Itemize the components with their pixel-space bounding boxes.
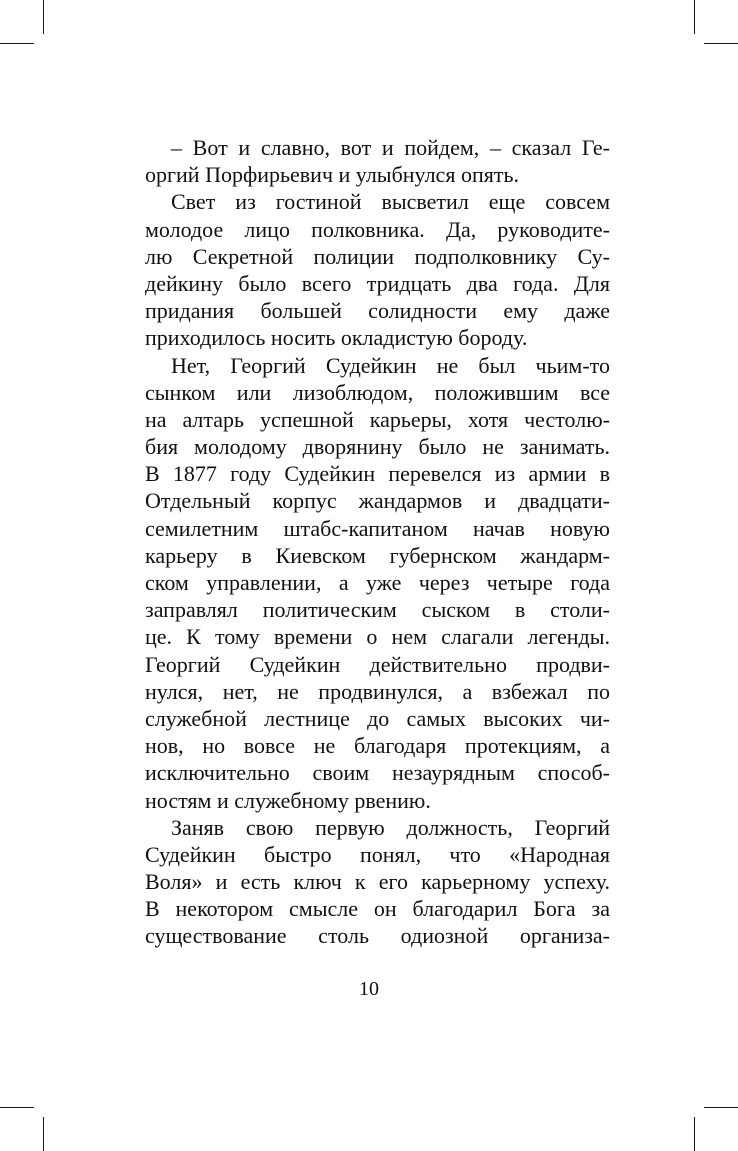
body-text xyxy=(145,134,610,950)
page-number: 10 xyxy=(359,978,379,1000)
text-line: приходилось носить окладистую бороду. xyxy=(145,325,528,351)
text-line: дейкину было всего тридцать два года. Для xyxy=(145,270,610,296)
text-line: це. К тому времени о нем слагали легенды. xyxy=(145,624,610,650)
text-line: нов, но вовсе не благодаря протекциям, а xyxy=(145,733,610,759)
text-line: молодое лицо полковника. Да, руководите- xyxy=(145,216,610,242)
text-line: на алтарь успешной карьеры, хотя честолю- xyxy=(145,406,610,432)
text-line: семилетним штабс-капитаном начав новую xyxy=(145,515,610,541)
text-line: Воля» и есть ключ к его карьерному успеху. xyxy=(145,869,610,895)
crop-mark-bottom-right-horizontal xyxy=(704,1107,738,1108)
text-line: Судейкин быстро понял, что «Народная xyxy=(145,841,610,867)
crop-mark-top-left-vertical xyxy=(43,0,44,34)
crop-mark-top-right-horizontal xyxy=(704,43,738,44)
text-line: Георгий Судейкин действительно продви- xyxy=(145,651,610,677)
paragraph xyxy=(145,134,610,188)
text-line: существование столь одиозной организа- xyxy=(145,923,610,949)
text-line: Заняв свою первую должность, Георгий xyxy=(171,814,610,840)
text-line: сынком или лизоблюдом, положившим все xyxy=(145,379,610,405)
text-line: Нет, Георгий Судейкин не был чьим-то xyxy=(171,352,610,378)
text-line: служебной лестнице до самых высоких чи- xyxy=(145,705,610,731)
text-line: – Вот и славно, вот и пойдем, – сказал Ге- xyxy=(171,135,610,160)
text-line: ском управлении, а уже через четыре года xyxy=(145,570,610,595)
text-line: заправлял политическим сыском в столи- xyxy=(145,597,610,623)
text-line: ностям и служебному рвению. xyxy=(145,787,431,813)
text-line: Свет из гостиной высветил еще совсем xyxy=(171,189,610,215)
paragraph xyxy=(145,188,610,351)
crop-mark-top-left-horizontal xyxy=(0,43,34,44)
text-line: В некотором смысле он благодарил Бога за xyxy=(145,896,610,922)
paragraph xyxy=(145,814,610,950)
paragraph xyxy=(145,352,610,814)
text-line: нулся, нет, не продвинулся, а взбежал по xyxy=(145,678,610,704)
text-line: Отдельный корпус жандармов и двадцати- xyxy=(145,488,610,514)
text-line: карьеру в Киевском губернском жандарм- xyxy=(145,542,610,568)
crop-mark-bottom-right-vertical xyxy=(694,1117,695,1151)
crop-mark-bottom-left-vertical xyxy=(43,1117,44,1151)
crop-mark-top-right-vertical xyxy=(694,0,695,34)
text-line: В 1877 году Судейкин перевелся из армии в xyxy=(145,461,610,487)
text-line: придания большей солидности ему даже xyxy=(145,298,610,324)
text-line: бия молодому дворянину было не занимать. xyxy=(145,434,610,460)
text-line: оргий Порфирьевич и улыбнулся опять. xyxy=(145,162,519,188)
text-line: исключительно своим незаурядным способ- xyxy=(145,760,610,786)
text-line: лю Секретной полиции подполковнику Су- xyxy=(145,243,610,269)
crop-mark-bottom-left-horizontal xyxy=(0,1107,34,1108)
